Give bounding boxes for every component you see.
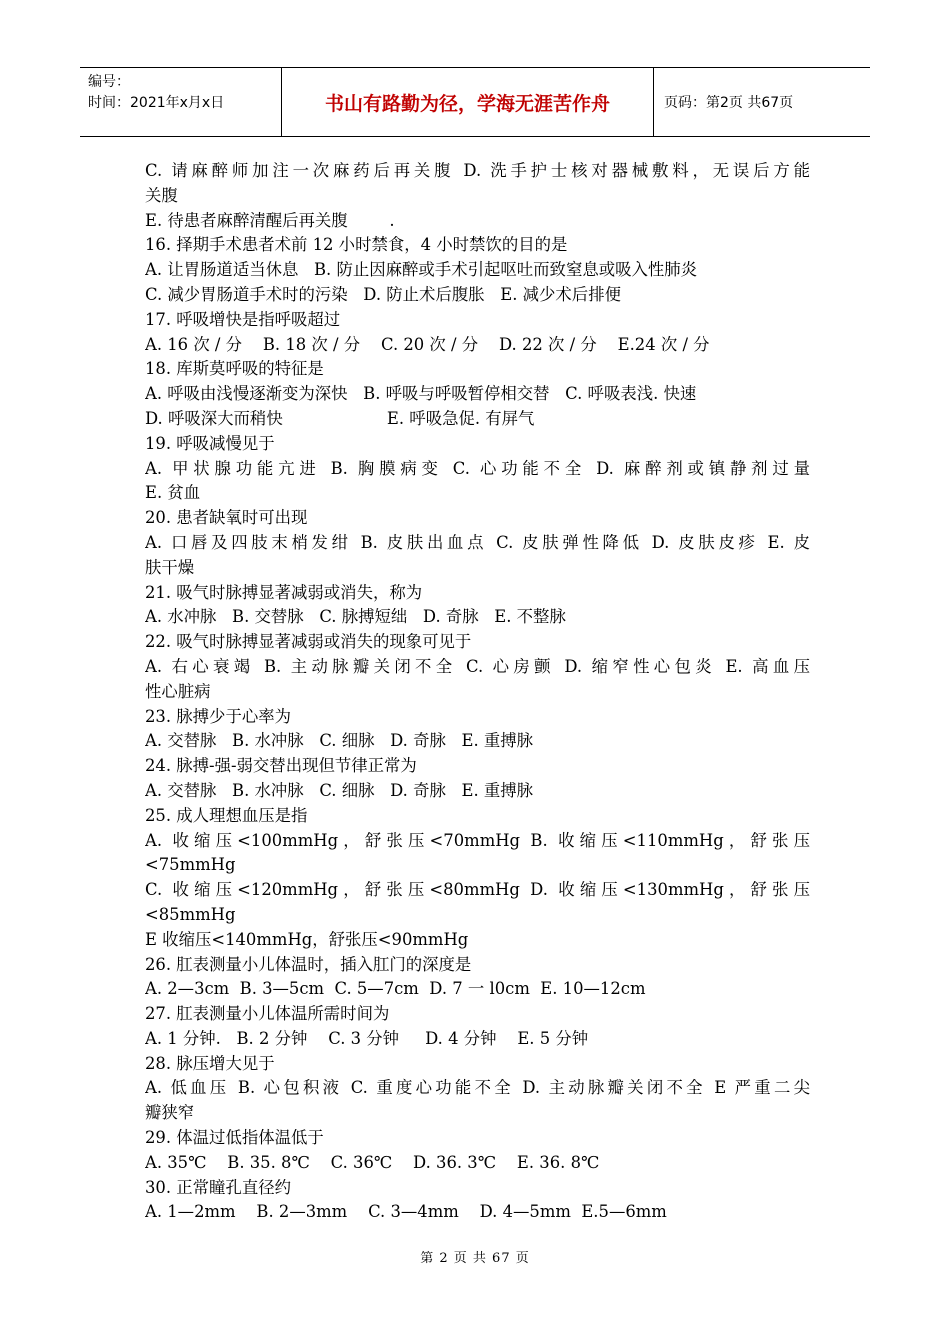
header-meta	[80, 68, 282, 136]
text-line: A. 1 分钟. B. 2 分钟 C. 3 分钟 D. 4 分钟 E. 5 分钟	[145, 1028, 589, 1048]
text-line: A. 让胃肠道适当休息 B. 防止因麻醉或手术引起呕吐而致窒息或吸入性肺炎	[145, 260, 698, 280]
text-line: A. 甲状腺功能亢进 B. 胸膜病变 C. 心功能不全 D. 麻醉剂或镇静剂过量	[145, 458, 810, 478]
text-line: A. 水冲脉 B. 交替脉 C. 脉搏短绌 D. 奇脉 E. 不整脉	[145, 607, 566, 627]
question-line: 27. 肛表测量小儿体温所需时间为	[145, 1004, 390, 1024]
text-line: A. 16 次 / 分 B. 18 次 / 分 C. 20 次 / 分 D. 22 次 / 分 E.24 次 / 分	[145, 334, 710, 354]
page-header	[80, 67, 870, 137]
text-line: A. 呼吸由浅慢逐渐变为深快 B. 呼吸与呼吸暂停相交替 C. 呼吸表浅. 快速	[145, 384, 697, 404]
text-line: A. 口唇及四肢末梢发绀 B. 皮肤出血点 C. 皮肤弹性降低 D. 皮肤皮疹 E. 皮	[145, 532, 810, 552]
question-line: 28. 脉压增大见于	[145, 1053, 275, 1073]
question-line: 24. 脉搏-强-弱交替出现但节律正常为	[145, 756, 417, 776]
question-line: 18. 库斯莫呼吸的特征是	[145, 359, 324, 379]
header-page-info: 页码：第2页 共67页	[664, 95, 794, 111]
text-line: A. 1—2mm B. 2—3mm C. 3—4mm D. 4—5mm E.5—6mm	[145, 1202, 667, 1222]
text-line: C. 请麻醉师加注一次麻药后再关腹 D. 洗手护士核对器械敷料，无误后方能	[145, 161, 810, 180]
text-line: <75mmHg	[145, 855, 236, 875]
question-line: 30. 正常瞳孔直径约	[145, 1177, 292, 1197]
text-line: <85mmHg	[145, 904, 236, 924]
text-line: A. 右心衰竭 B. 主动脉瓣关闭不全 C. 心房颤 D. 缩窄性心包炎 E. 高血压	[145, 656, 810, 676]
date-line: 时间：2021年x月x日	[88, 95, 225, 111]
question-line: 25. 成人理想血压是指	[145, 805, 308, 825]
question-line: 19. 呼吸减慢见于	[145, 433, 275, 453]
text-line: D. 呼吸深大而稍快 E. 呼吸急促. 有屏气	[145, 408, 535, 428]
document-body	[145, 159, 810, 1225]
text-line: C. 收缩压<120mmHg，舒张压<80mmHg D. 收缩压<130mmHg，舒张压	[145, 880, 810, 900]
question-line: 22. 吸气时脉搏显著减弱或消失的现象可见于	[145, 632, 472, 652]
text-line: A. 低血压 B. 心包积液 C. 重度心功能不全 D. 主动脉瓣关闭不全 E 严重二尖	[145, 1078, 810, 1098]
question-line: 21. 吸气时脉搏显著减弱或消失，称为	[145, 582, 423, 602]
text-line: C. 减少胃肠道手术时的污染 D. 防止术后腹胀 E. 减少术后排便	[145, 284, 621, 304]
text-line: 瓣狭窄	[145, 1103, 195, 1123]
text-line: 性心脏病	[145, 681, 211, 701]
question-line: 17. 呼吸增快是指呼吸超过	[145, 309, 341, 329]
question-line: 16. 择期手术患者术前 12 小时禁食，4 小时禁饮的目的是	[145, 235, 568, 255]
text-line: A. 交替脉 B. 水冲脉 C. 细脉 D. 奇脉 E. 重搏脉	[145, 731, 534, 751]
question-line: 20. 患者缺氧时可出现	[145, 508, 308, 528]
text-line: E. 待患者麻醉清醒后再关腹 .	[145, 210, 395, 230]
text-line: A. 35℃ B. 35. 8℃ C. 36℃ D. 36. 3℃ E. 36. 8℃	[145, 1152, 600, 1172]
question-line: 26. 肛表测量小儿体温时，插入肛门的深度是	[145, 954, 472, 974]
text-line: A. 收缩压<100mmHg，舒张压<70mmHg B. 收缩压<110mmHg，舒张压	[145, 830, 810, 850]
question-line: 29. 体温过低指体温低于	[145, 1128, 324, 1148]
page-footer: 第 2 页 共 67 页	[420, 1251, 530, 1266]
header-motto: 书山有路勤为径，学海无涯苦作舟	[282, 68, 654, 136]
question-line: 23. 脉搏少于心率为	[145, 706, 292, 726]
text-line: 肤干燥	[145, 557, 195, 577]
text-line: E 收缩压<140mmHg，舒张压<90mmHg	[145, 929, 469, 949]
text-line: A. 交替脉 B. 水冲脉 C. 细脉 D. 奇脉 E. 重搏脉	[145, 780, 534, 800]
number-label: 编号：	[88, 74, 130, 90]
text-line: E. 贫血	[145, 483, 201, 503]
text-line: A. 2—3cm B. 3—5cm C. 5—7cm D. 7 一 l0cm E. 10—12cm	[145, 979, 646, 999]
text-line: 关腹	[145, 185, 178, 205]
